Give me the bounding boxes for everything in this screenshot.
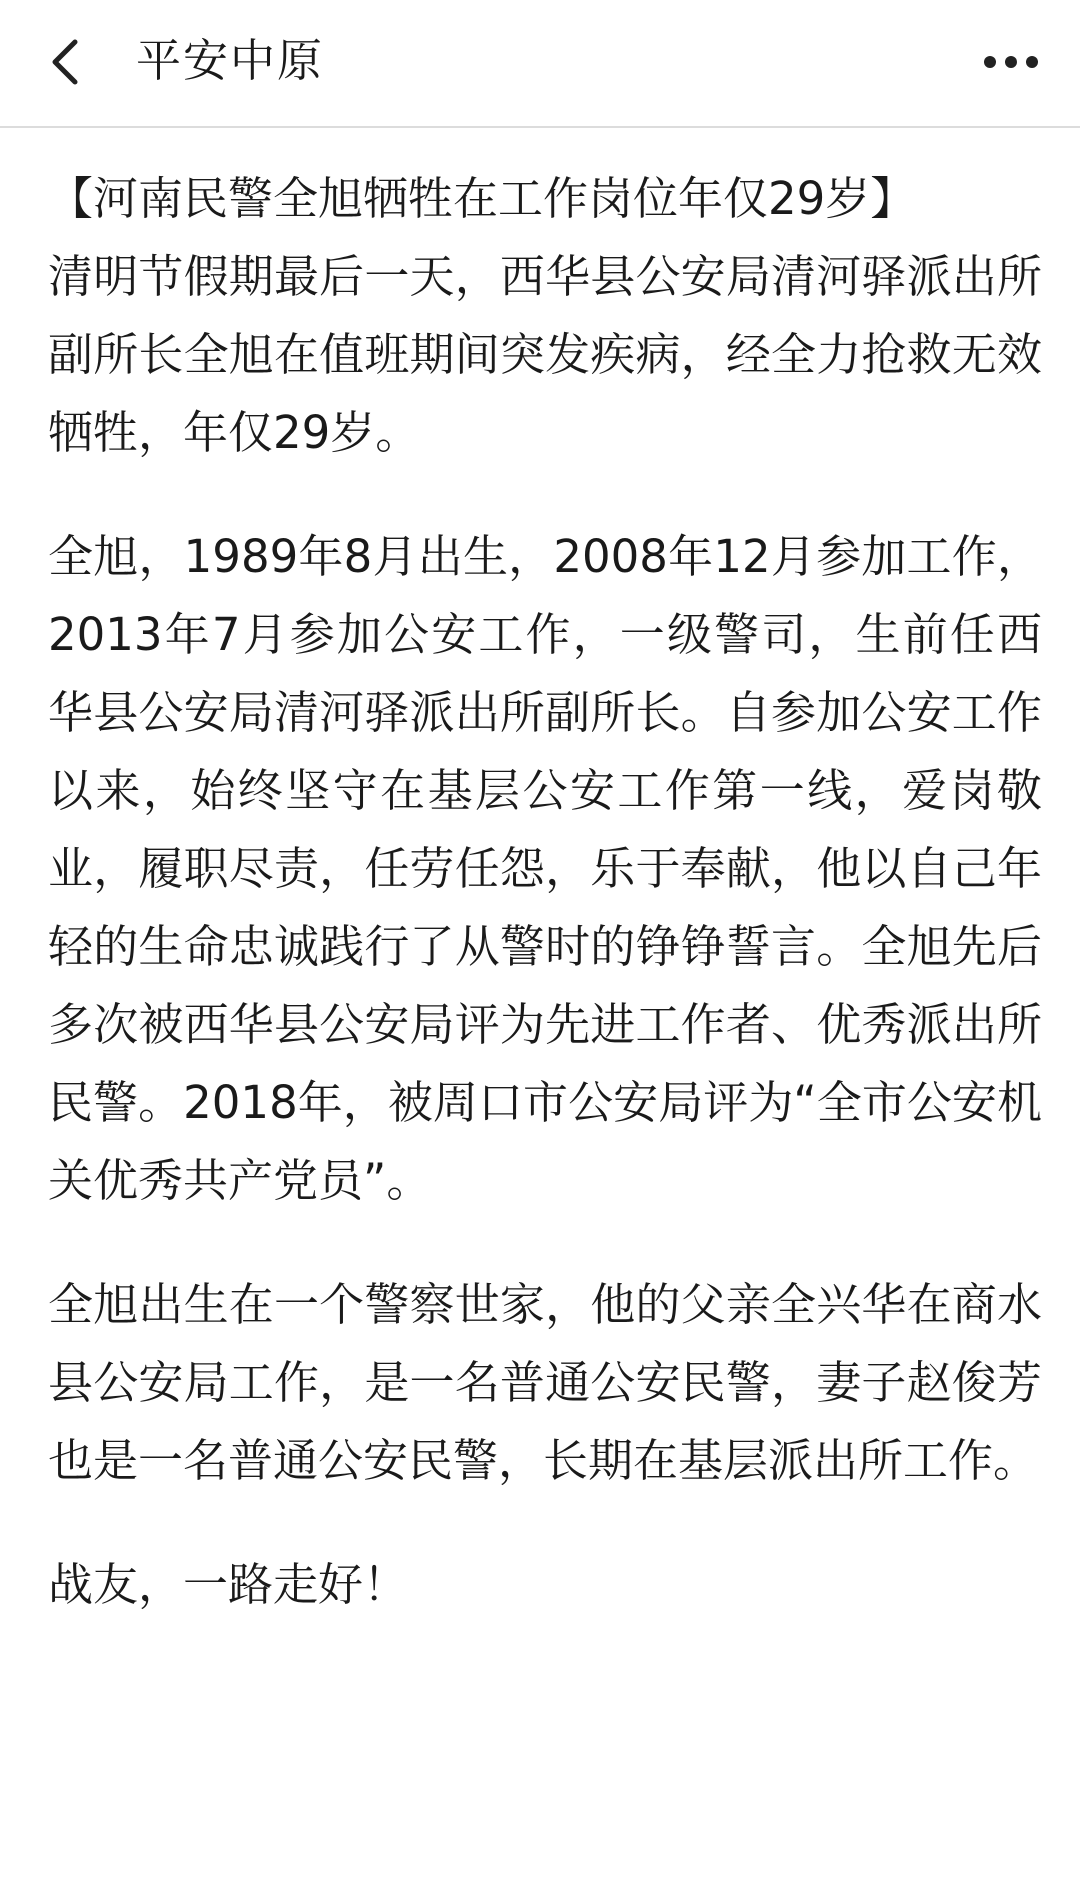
chevron-left-icon [45,38,85,86]
article-headline: 【河南民警全旭牺牲在工作岗位年仅29岁】 [48,172,916,225]
more-button[interactable] [966,22,1056,102]
article-body [48,160,1042,1624]
article-paragraph-2: 全旭，1989年8月出生，2008年12月参加工作，2013年7月参加公安工作，一级警司，生前任西华县公安局清河驿派出所副所长。自参加公安工作以来，始终坚守在基层公安工作第一线，爱岗敬业，履职尽责，任劳任怨，乐于奉献，他以自己年轻的生命忠诚践行了从警时的铮铮誓言。全旭先后多次被西华县公安局评为先进工作者、优秀派出所民警。2018年，被周口市公安局评为“全市公安机关优秀共产党员”。 [48,530,1042,1207]
page-title: 平安中原 [136,34,325,87]
back-button[interactable] [30,22,100,102]
more-dots-icon [983,55,1039,69]
top-nav-bar [0,0,1080,128]
article-paragraph-1: 清明节假期最后一天，西华县公安局清河驿派出所副所长全旭在值班期间突发疾病，经全力抢救无效牺牲，年仅29岁。 [48,250,1042,459]
article-paragraph-3: 全旭出生在一个警察世家，他的父亲全兴华在商水县公安局工作，是一名普通公安民警，妻子赵俊芳也是一名普通公安民警，长期在基层派出所工作。 [48,1278,1042,1487]
article-paragraph-4: 战友，一路走好！ [48,1558,409,1611]
